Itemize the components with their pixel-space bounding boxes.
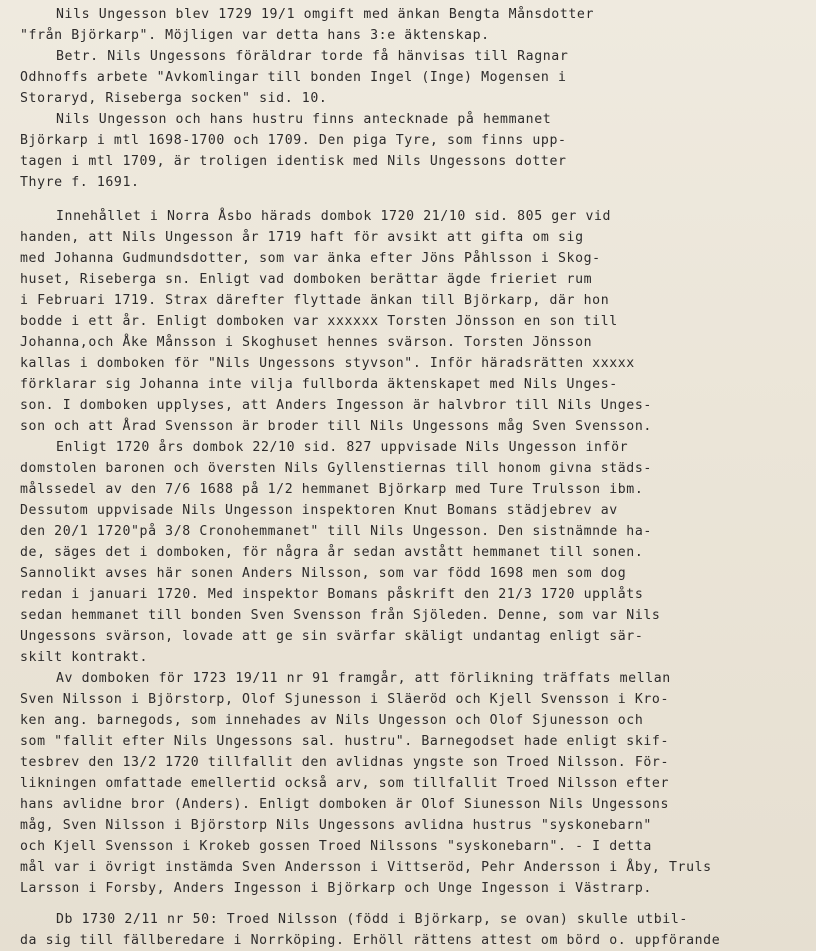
text-line: Storaryd, Riseberga socken" sid. 10. bbox=[20, 91, 328, 106]
text-line: son. I domboken upplyses, att Anders Ingesson är halvbror till Nils Unges- bbox=[20, 398, 652, 413]
text-line: Enligt 1720 års dombok 22/10 sid. 827 uppvisade Nils Ungesson inför bbox=[56, 440, 629, 455]
paragraph-gap bbox=[20, 899, 808, 909]
text-line: "från Björkarp". Möjligen var detta hans 3:e äktenskap. bbox=[20, 28, 490, 43]
text-line: Ungessons svärson, lovade att ge sin svärfar skäligt undantag enligt sär- bbox=[20, 629, 644, 644]
text-line: Innehållet i Norra Åsbo härads dombok 1720 21/10 sid. 805 ger vid bbox=[56, 209, 612, 224]
text-line: Nils Ungesson och hans hustru finns antecknade på hemmanet bbox=[56, 112, 552, 127]
text-line: de, säges det i domboken, för några år sedan avstått hemmanet till sonen. bbox=[20, 545, 644, 560]
text-line: Johanna,och Åke Månsson i Skoghuset hennes svärson. Torsten Jönsson bbox=[20, 335, 593, 350]
text-line: tesbrev den 13/2 1720 tillfallit den avlidnas yngste son Troed Nilsson. För- bbox=[20, 755, 670, 770]
text-line: Sven Nilsson i Björstorp, Olof Sjunesson i Släeröd och Kjell Svensson i Kro- bbox=[20, 692, 670, 707]
text-line: Db 1730 2/11 nr 50: Troed Nilsson (född i Björkarp, se ovan) skulle utbil- bbox=[56, 912, 688, 927]
text-line: da sig till fällberedare i Norrköping. Erhöll rättens attest om börd o. uppförande bbox=[20, 933, 721, 948]
text-line: handen, att Nils Ungesson år 1719 haft för avsikt att gifta om sig bbox=[20, 230, 584, 245]
text-line: den 20/1 1720"på 3/8 Cronohemmanet" till Nils Ungesson. Den sistnämnde ha- bbox=[20, 524, 652, 539]
text-line: huset, Riseberga sn. Enligt vad domboken berättar ägde frieriet rum bbox=[20, 272, 593, 287]
text-line: i Februari 1719. Strax därefter flyttade änkan till Björkarp, där hon bbox=[20, 293, 610, 308]
text-line: son och att Årad Svensson är broder till Nils Ungessons måg Sven Svensson. bbox=[20, 419, 652, 434]
text-line: målssedel av den 7/6 1688 på 1/2 hemmanet Björkarp med Ture Trulsson ibm. bbox=[20, 482, 644, 497]
text-line: med Johanna Gudmundsdotter, som var änka efter Jöns Påhlsson i Skog- bbox=[20, 251, 601, 266]
text-line: mål var i övrigt instämda Sven Andersson i Vittseröd, Pehr Andersson i Åby, Truls bbox=[20, 860, 712, 875]
text-line: Betr. Nils Ungessons föräldrar torde få hänvisas till Ragnar bbox=[56, 49, 569, 64]
text-line: Dessutom uppvisade Nils Ungesson inspektoren Knut Bomans städjebrev av bbox=[20, 503, 618, 518]
text-line: och Kjell Svensson i Krokeb gossen Troed Nilssons "syskonebarn". - I detta bbox=[20, 839, 652, 854]
text-line: bodde i ett år. Enligt domboken var xxxxxx Torsten Jönsson en son till bbox=[20, 314, 618, 329]
paragraph-gap bbox=[20, 193, 808, 206]
text-line: måg, Sven Nilsson i Björstorp Nils Ungessons avlidna hustrus "syskonebarn" bbox=[20, 818, 652, 833]
text-line: förklarar sig Johanna inte vilja fullborda äktenskapet med Nils Unges- bbox=[20, 377, 618, 392]
text-line: likningen omfattade emellertid också arv, som tillfallit Troed Nilsson efter bbox=[20, 776, 670, 791]
text-line: tagen i mtl 1709, är troligen identisk med Nils Ungessons dotter bbox=[20, 154, 567, 169]
text-line: Björkarp i mtl 1698-1700 och 1709. Den piga Tyre, som finns upp- bbox=[20, 133, 567, 148]
text-line: Av domboken för 1723 19/11 nr 91 framgår, att förlikning träffats mellan bbox=[56, 671, 671, 686]
text-line: Odhnoffs arbete "Avkomlingar till bonden Ingel (Inge) Mogensen i bbox=[20, 70, 567, 85]
text-line: som "fallit efter Nils Ungessons sal. hustru". Barnegodset hade enligt skif- bbox=[20, 734, 670, 749]
text-line: domstolen baronen och översten Nils Gyllenstiernas till honom givna städs- bbox=[20, 461, 652, 476]
text-line: Sannolikt avses här sonen Anders Nilsson, som var född 1698 men som dog bbox=[20, 566, 627, 581]
text-line: sedan hemmanet till bonden Sven Svensson från Sjöleden. Denne, som var Nils bbox=[20, 608, 661, 623]
text-line: hans avlidne bror (Anders). Enligt domboken är Olof Siunesson Nils Ungessons bbox=[20, 797, 670, 812]
text-line: kallas i domboken för "Nils Ungessons styvson". Inför häradsrätten xxxxx bbox=[20, 356, 635, 371]
text-line: skilt kontrakt. bbox=[20, 650, 149, 665]
text-line: redan i januari 1720. Med inspektor Bomans påskrift den 21/3 1720 upplåts bbox=[20, 587, 644, 602]
text-line: Nils Ungesson blev 1729 19/1 omgift med änkan Bengta Månsdotter bbox=[56, 7, 594, 22]
text-line: ken ang. barnegods, som innehades av Nils Ungesson och Olof Sjunesson och bbox=[20, 713, 644, 728]
text-line: Thyre f. 1691. bbox=[20, 175, 140, 190]
text-line: Larsson i Forsby, Anders Ingesson i Björkarp och Unge Ingesson i Västrarp. bbox=[20, 881, 652, 896]
